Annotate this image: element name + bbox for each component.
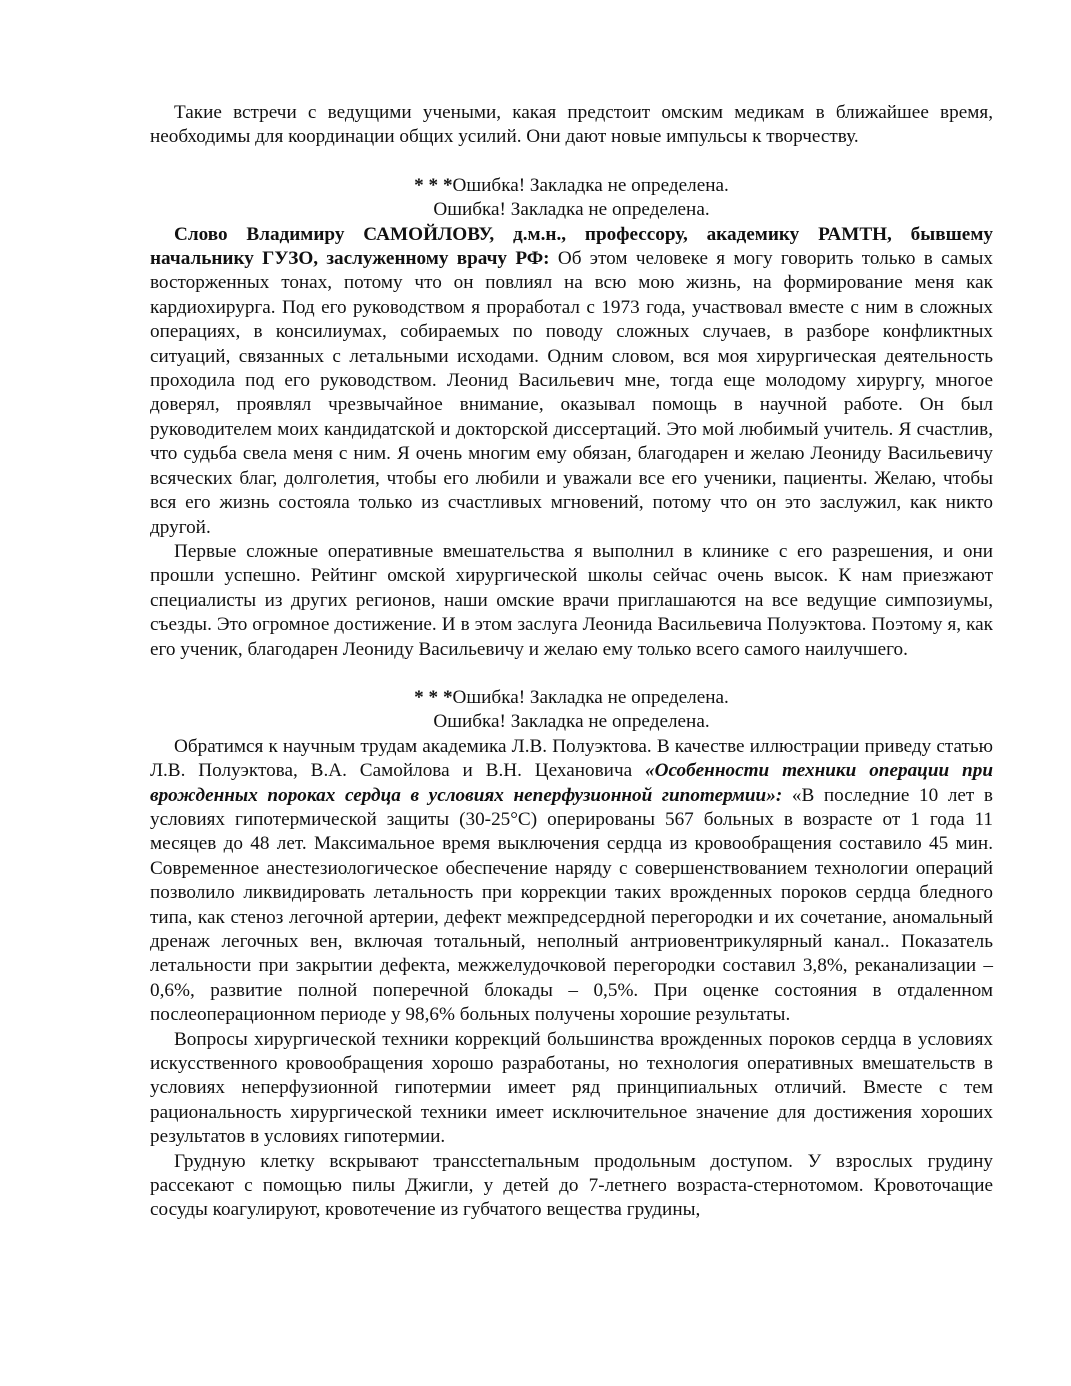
paragraph-samoilov-heading: Слово Владимиру САМОЙЛОВУ, д.м.н., профессору, академику РАМТН, бывшему начальнику ГУЗО, заслуженному врачу РФ: <box>150 223 993 270</box>
paragraph-scientific-works-intro: Обратимся к научным трудам академика Л.В. Полуэктова. В качестве иллюстрации приведу статью Л.В. Полуэктова, В.А. Самойлова и В.Н. Цехановича <box>150 735 993 782</box>
paragraph-surgical-technique: Вопросы хирургической техники коррекций большинства врожденных пороков сердца в условиях искусственного кровообращения хорошо разработаны, но технология оперативных вмешательств в условиях неперфузионной гипотермии имеет ряд принципиальных отличий. Вместе с тем рациональность хирургической техники имеет исключительное значение для достижения хороших результатов в условиях гипотермии. <box>150 1028 993 1148</box>
bookmark-error-2b: Ошибка! Закладка не определена. <box>433 711 710 733</box>
separator-2 <box>150 686 993 710</box>
separator-stars: * * * <box>414 686 453 708</box>
bookmark-error-1a: Ошибка! Закладка не определена. <box>452 174 729 196</box>
document-page <box>150 101 993 1223</box>
bookmark-error-2a: Ошибка! Закладка не определена. <box>452 686 729 708</box>
paragraph-first-operations: Первые сложные оперативные вмешательства я выполнил в клинике с его разрешения, и они прошли успешно. Рейтинг омской хирургической школы сейчас очень высок. К нам приезжают специалисты из других регионов, наши омские врачи приглашаются на все ведущие симпозиумы, съезды. Это огромное достижение. И в этом заслуга Леонида Васильевича Полуэктова. Поэтому я, как его ученик, благодарен Леониду Васильевичу и желаю ему только всего самого наилучшего. <box>150 540 993 660</box>
paragraph-intro: Такие встречи с ведущими учеными, какая предстоит омским медикам в ближайшее время, необходимы для координации общих усилий. Они дают новые импульсы к творчеству. <box>150 102 993 148</box>
paragraph-scientific-works <box>150 735 993 1028</box>
paragraph-samoilov <box>150 223 993 540</box>
separator-stars: * * * <box>414 174 453 196</box>
article-title: «Особенности техники операции при врожденных пороках сердца в условиях неперфузионной гипотермии»: <box>150 760 993 806</box>
bookmark-error-1b: Ошибка! Закладка не определена. <box>433 199 710 221</box>
article-quote: «В последние 10 лет в условиях гипотермической защиты (30-25°С) оперированы 567 больных в возрасте от 1 года 11 месяцев до 48 лет. Максимальное время выключения сердца из кровообращения составило 45 мин. Современное анестезиологическое обеспечение наряду с совершенствованием технологии операций позволило ликвидировать летальность при коррекции таких врожденных пороков сердца бледного типа, как стеноз легочной артерии, дефект межпредсердной перегородки и их сочетание, аномальный дренаж легочных вен, включая тотальный, неполный антриовентрикулярный канал.. Показатель летальности при закрытии дефекта, межжелудочковой перегородки составил 3,8%, реканализации – 0,6%, развитие полной поперечной блокады – 0,5%. При оценке состояния в отдаленном послеоперационном периоде у 98,6% больных получены хорошие результаты. <box>150 784 993 1026</box>
separator-1 <box>150 174 993 198</box>
paragraph-samoilov-text: Об этом человеке я могу говорить только в самых восторженных тонах, потому что он повлиял на всю мою жизнь, на формирование меня как кардиохирурга. Под его руководством я проработал с 1973 года, участвовал вместе с ним в сложных операциях, в консилиумах, собираемых по поводу сложных случаев, в разборе конфликтных ситуаций, связанных с летальными исходами. Одним словом, вся моя хирургическая деятельность проходила под его руководством. Леонид Васильевич мне, тогда еще молодому хирургу, многое доверял, проявлял чрезвычайное внимание, оказывал помощь в научной работе. Он был руководителем моих кандидатской и докторской диссертаций. Это мой любимый учитель. Я счастлив, что судьба свела меня с ним. Я очень многим ему обязан, благодарен и желаю Леониду Васильевичу всяческих благ, долголетия, чтобы его любили и уважали все его ученики, пациенты. Желаю, чтобы вся его жизнь состояла только из счастливых мгновений, потому что он это заслужил, как никто другой. <box>150 248 993 538</box>
paragraph-chest-opening: Грудную клетку вскрывают транссternальным продольным доступом. У взрослых грудину рассекают с помощью пилы Джигли, у детей до 7-летнего возраста-стернотомом. Кровоточащие сосуды коагулируют, кровотечение из губчатого вещества грудины, <box>150 1150 993 1221</box>
